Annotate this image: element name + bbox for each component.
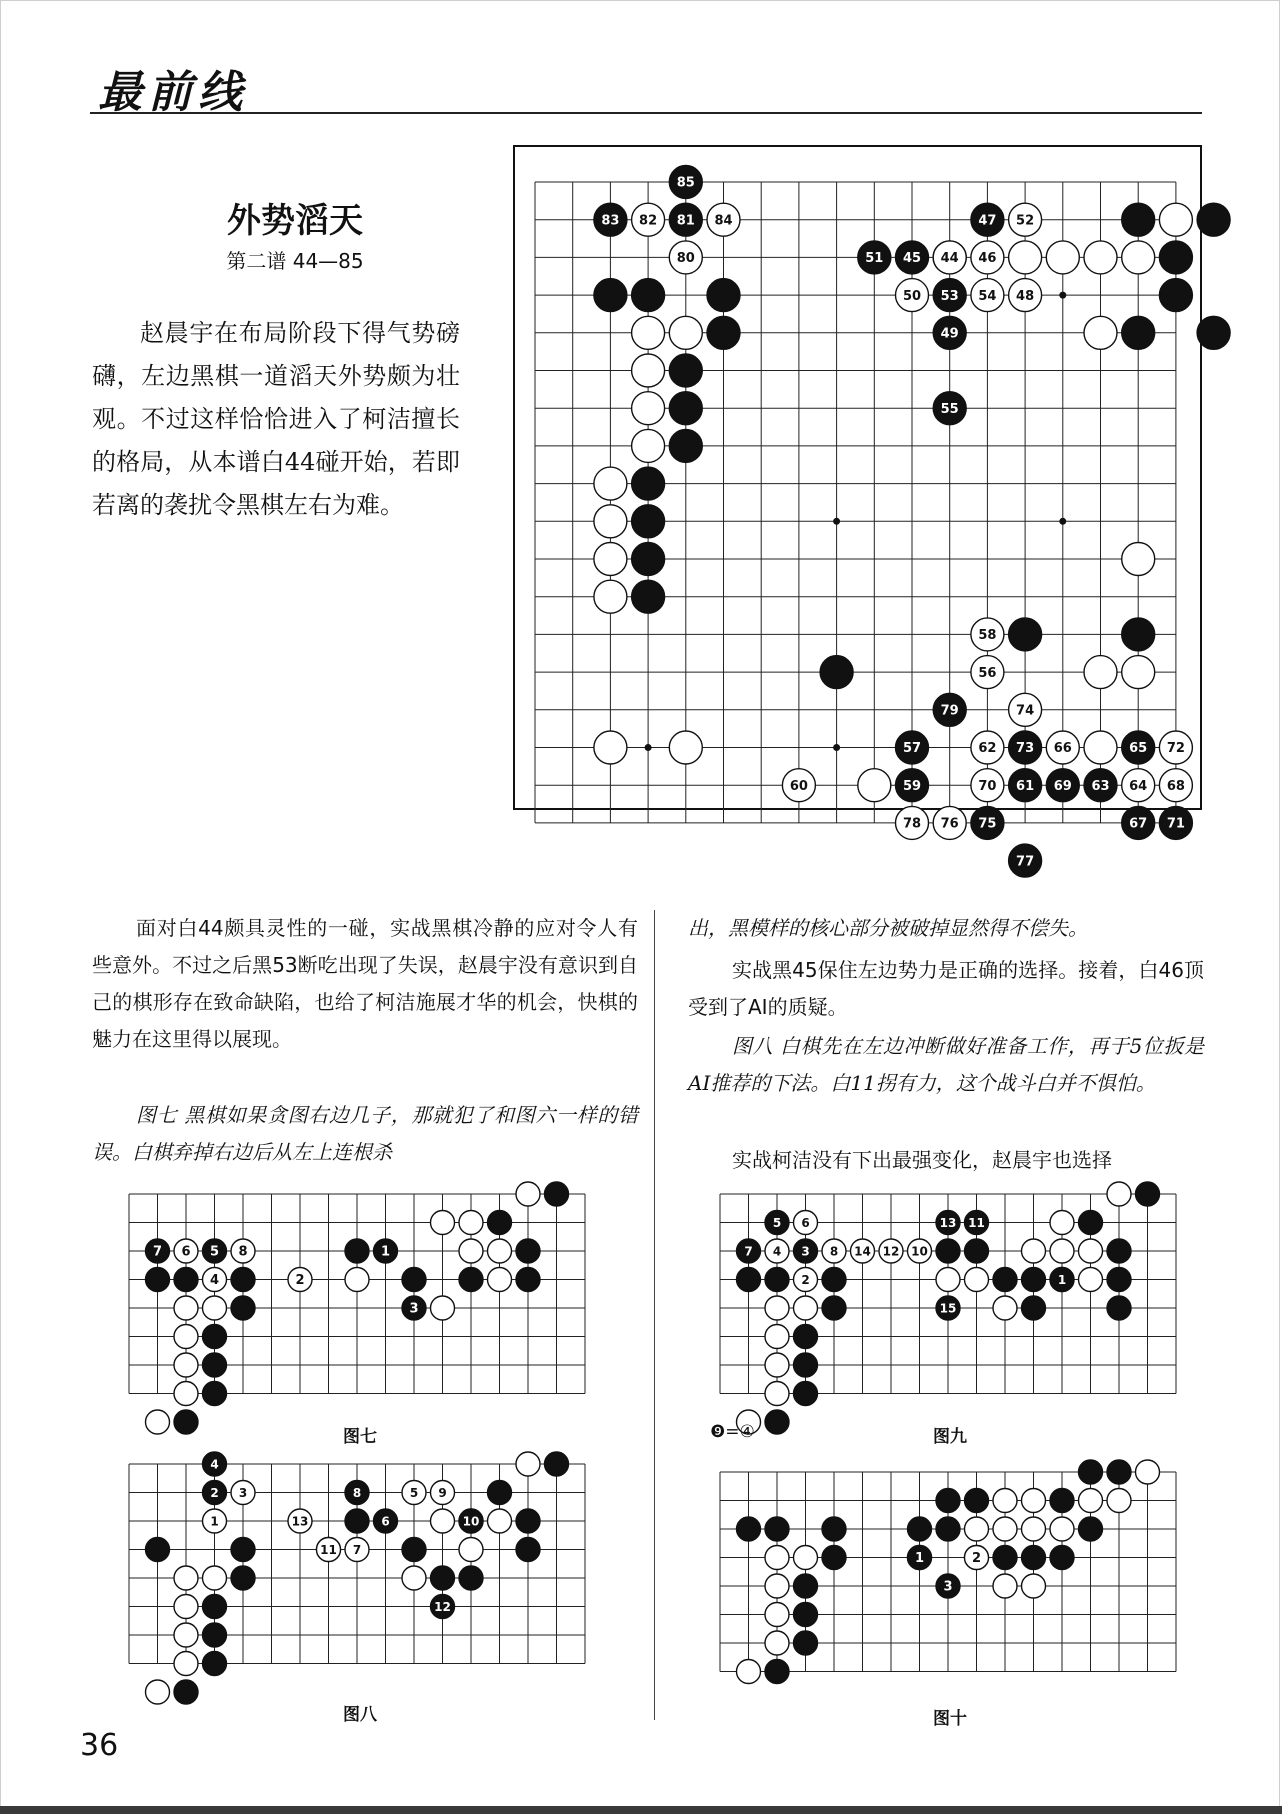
article-subtitle: 第二谱 44—85 xyxy=(226,249,364,273)
main-board-white-stone xyxy=(632,392,665,425)
figure-2-move-number: 2 xyxy=(801,1272,810,1287)
figure-4-white-stone xyxy=(765,1546,789,1570)
main-board-move-number: 70 xyxy=(978,778,997,794)
figure-10-svg xyxy=(709,1460,1205,1685)
figure-4-black-stone xyxy=(765,1517,789,1541)
figure-1-white-stone xyxy=(146,1410,170,1434)
figure-10-diagram xyxy=(709,1460,1205,1685)
main-board-move-number: 62 xyxy=(978,741,997,757)
figure-3-move-number: 11 xyxy=(320,1542,337,1557)
main-board-black-stone xyxy=(632,543,665,576)
main-board-black-stone xyxy=(632,505,665,538)
main-board-move-number: 47 xyxy=(978,213,997,229)
figure-2-black-stone xyxy=(1107,1239,1131,1263)
figure-10-caption: 图十 xyxy=(933,1709,967,1729)
figure-2-white-stone xyxy=(965,1268,989,1292)
figure-2-black-stone xyxy=(794,1325,818,1349)
figure-1-black-stone xyxy=(516,1239,540,1263)
figure-1-white-stone xyxy=(174,1382,198,1406)
figure-3-black-stone xyxy=(431,1566,455,1590)
figure-3-move-number: 4 xyxy=(210,1457,219,1472)
figure-4-black-stone xyxy=(765,1660,789,1684)
column-title: 最前线 xyxy=(98,67,248,118)
figure-1-white-stone xyxy=(345,1268,369,1292)
figure-3-move-number: 3 xyxy=(238,1485,248,1500)
left-para-1: 面对白44颇具灵性的一碰，实战黑棋冷静的应对令人有些意外。不过之后黑53断吃出现了失误，赵晨宇没有意识到自己的棋形存在致命缺陷，也给了柯洁施展才华的机会，快棋的魅力在这里得以展现。 xyxy=(92,916,638,1051)
main-board-black-stone xyxy=(632,580,665,613)
figure-2-move-number: 8 xyxy=(829,1244,839,1259)
main-board-white-stone xyxy=(1084,656,1117,689)
main-board-white-stone xyxy=(1009,241,1042,274)
main-board-white-stone xyxy=(1046,241,1079,274)
figure-3-black-stone xyxy=(203,1652,227,1676)
figure-7-diagram xyxy=(118,1182,614,1410)
main-board-white-stone xyxy=(632,354,665,387)
figure-4-white-stone xyxy=(1022,1517,1046,1541)
figure-2-black-stone xyxy=(993,1268,1017,1292)
figure-1-white-stone xyxy=(174,1325,198,1349)
figure-4-black-stone xyxy=(794,1603,818,1627)
main-board-white-stone xyxy=(1159,203,1192,236)
figure-1-white-stone xyxy=(174,1353,198,1377)
figure-2-white-stone xyxy=(765,1296,789,1320)
figure-4-black-stone xyxy=(1050,1546,1074,1570)
left-para-2: 图七 黑棋如果贪图右边几子，那就犯了和图六一样的错误。白棋弃掉右边后从左上连根杀 xyxy=(92,1103,638,1164)
figure-2-move-number: 11 xyxy=(968,1215,985,1230)
figure-4-white-stone xyxy=(1050,1517,1074,1541)
figure-3-white-stone xyxy=(488,1509,512,1533)
main-board-white-stone xyxy=(594,580,627,613)
main-board-black-stone xyxy=(707,316,740,349)
main-board-black-stone xyxy=(1122,316,1155,349)
figure-4-move-number: 1 xyxy=(914,1551,925,1567)
figure-1-move-number: 8 xyxy=(238,1244,248,1260)
main-board-svg xyxy=(515,147,1204,870)
right-para-4: 实战柯洁没有下出最强变化，赵晨宇也选择 xyxy=(732,1148,1112,1172)
figure-3-black-stone xyxy=(516,1509,540,1533)
figure-3-move-number: 2 xyxy=(210,1485,219,1500)
main-board-move-number: 69 xyxy=(1053,778,1072,794)
main-board-black-stone xyxy=(669,392,702,425)
main-board-black-stone xyxy=(594,279,627,312)
figure-4-white-stone xyxy=(965,1517,989,1541)
figure-2-move-number: 5 xyxy=(772,1215,782,1230)
main-board-move-number: 64 xyxy=(1129,778,1148,794)
figure-3-white-stone xyxy=(174,1623,198,1647)
column-divider xyxy=(654,910,655,1720)
right-para-2: 实战黑45保住左边势力是正确的选择。接着，白46顶受到了AI的质疑。 xyxy=(688,958,1204,1019)
figure-4-black-stone xyxy=(822,1546,846,1570)
figure-3-white-stone xyxy=(516,1452,540,1476)
figure-1-black-stone xyxy=(459,1268,483,1292)
figure-2-move-number: 15 xyxy=(939,1301,957,1316)
figure-1-black-stone xyxy=(203,1325,227,1349)
figure-2-white-stone xyxy=(1050,1211,1074,1235)
figure-3-move-number: 5 xyxy=(409,1485,419,1500)
figure-4-move-number: 2 xyxy=(971,1551,982,1567)
main-board-white-stone xyxy=(1122,543,1155,576)
main-board-move-number: 76 xyxy=(940,816,959,832)
figure-3-black-stone xyxy=(402,1538,426,1562)
main-board-star-point xyxy=(645,744,652,751)
main-board-star-point xyxy=(833,518,840,525)
main-board-move-number: 71 xyxy=(1166,816,1185,832)
figure-2-white-stone xyxy=(1050,1239,1074,1263)
main-board-star-point xyxy=(1059,518,1066,525)
figure-1-white-stone xyxy=(516,1182,540,1206)
figure-1-white-stone xyxy=(488,1239,512,1263)
figure-2-black-stone xyxy=(822,1296,846,1320)
figure-3-black-stone xyxy=(459,1566,483,1590)
figure-1-black-stone xyxy=(203,1382,227,1406)
figure-4-black-stone xyxy=(822,1517,846,1541)
figure-1-white-stone xyxy=(459,1239,483,1263)
main-board-move-number: 55 xyxy=(940,401,959,417)
figure-4-white-stone xyxy=(737,1660,761,1684)
figure-2-black-stone xyxy=(1136,1182,1160,1206)
figure-4-white-stone xyxy=(794,1546,818,1570)
figure-4-move-number: 3 xyxy=(943,1579,953,1595)
main-board-star-point xyxy=(1059,292,1066,299)
figure-2-black-stone xyxy=(794,1382,818,1406)
figure-1-move-number: 5 xyxy=(209,1244,220,1260)
figure-1-move-number: 1 xyxy=(380,1244,391,1260)
figure-2-move-number: 3 xyxy=(801,1244,810,1259)
figure-2-move-number: 4 xyxy=(772,1244,782,1259)
main-board-black-stone xyxy=(1122,618,1155,651)
figure-4-white-stone xyxy=(1022,1489,1046,1513)
figure-1-black-stone xyxy=(174,1410,198,1434)
figure-3-black-stone xyxy=(174,1680,198,1704)
figure-3-black-stone xyxy=(231,1566,255,1590)
figure-2-white-stone xyxy=(794,1296,818,1320)
figure-2-move-number: 13 xyxy=(939,1215,957,1230)
figure-2-black-stone xyxy=(965,1239,989,1263)
figure-4-white-stone xyxy=(1136,1460,1160,1484)
main-board-white-stone xyxy=(1084,731,1117,764)
figure-1-black-stone xyxy=(231,1296,255,1320)
figure-3-white-stone xyxy=(402,1566,426,1590)
main-board-black-stone xyxy=(632,279,665,312)
figure-2-white-stone xyxy=(936,1268,960,1292)
figure-1-black-stone xyxy=(146,1268,170,1292)
figure-2-white-stone xyxy=(993,1296,1017,1320)
figure-1-move-number: 2 xyxy=(295,1273,305,1289)
main-board-move-number: 44 xyxy=(940,251,959,267)
main-board-move-number: 48 xyxy=(1016,288,1035,304)
figure-2-move-number: 6 xyxy=(801,1215,810,1230)
figure-2-white-stone xyxy=(765,1382,789,1406)
main-board-move-number: 81 xyxy=(676,213,695,229)
figure-2-white-stone xyxy=(1079,1268,1103,1292)
figure-4-white-stone xyxy=(765,1574,789,1598)
right-para-3: 图八 白棋先在左边冲断做好准备工作，再于5位扳是AI推荐的下法。白11拐有力，这个战斗白并不惧怕。 xyxy=(688,1034,1204,1095)
figure-1-black-stone xyxy=(345,1239,369,1263)
figure-2-black-stone xyxy=(765,1268,789,1292)
figure-9-diagram xyxy=(709,1182,1205,1410)
main-board-move-number: 58 xyxy=(978,628,997,644)
figure-7-caption: 图七 xyxy=(343,1427,377,1447)
figure-4-black-stone xyxy=(1079,1460,1103,1484)
main-board-move-number: 72 xyxy=(1166,741,1185,757)
figure-4-white-stone xyxy=(993,1517,1017,1541)
header-rule xyxy=(90,112,1202,114)
main-go-board xyxy=(513,145,1202,870)
figure-4-black-stone xyxy=(1022,1546,1046,1570)
main-board-white-stone xyxy=(1084,316,1117,349)
main-board-move-number: 45 xyxy=(902,251,922,267)
figure-4-white-stone xyxy=(1079,1489,1103,1513)
figure-3-move-number: 13 xyxy=(291,1514,309,1529)
article-title: 外势滔天 xyxy=(227,201,363,241)
figure-2-white-stone xyxy=(765,1353,789,1377)
figure-1-white-stone xyxy=(488,1268,512,1292)
main-board-black-stone xyxy=(707,279,740,312)
figure-4-black-stone xyxy=(737,1517,761,1541)
main-board-white-stone xyxy=(632,429,665,462)
figure-3-move-number: 12 xyxy=(434,1599,451,1614)
figure-8-caption: 图八 xyxy=(343,1705,377,1725)
main-board-black-stone xyxy=(820,656,853,689)
figure-3-black-stone xyxy=(203,1595,227,1619)
main-board-move-number: 53 xyxy=(940,288,959,304)
main-board-black-stone xyxy=(1122,203,1155,236)
figure-3-black-stone xyxy=(545,1452,569,1476)
figure-3-white-stone xyxy=(459,1538,483,1562)
main-board-black-stone xyxy=(1009,618,1042,651)
figure-3-black-stone xyxy=(231,1538,255,1562)
main-board-black-stone xyxy=(1159,279,1192,312)
main-board-move-number: 80 xyxy=(676,251,695,267)
main-board-white-stone xyxy=(1122,656,1155,689)
figure-4-black-stone xyxy=(1050,1489,1074,1513)
figure-2-white-stone xyxy=(1022,1239,1046,1263)
main-board-black-stone xyxy=(1197,203,1230,236)
figure-1-white-stone xyxy=(431,1296,455,1320)
figure-2-black-stone xyxy=(765,1410,789,1434)
figure-2-white-stone xyxy=(1079,1239,1103,1263)
figure-8-diagram xyxy=(118,1452,614,1685)
main-board-black-stone xyxy=(1159,241,1192,274)
main-board-white-stone xyxy=(594,543,627,576)
main-board-move-number: 65 xyxy=(1129,741,1148,757)
main-board-star-point xyxy=(833,744,840,751)
figure-3-black-stone xyxy=(516,1538,540,1562)
main-board-move-number: 56 xyxy=(978,665,997,681)
figure-4-white-stone xyxy=(1107,1489,1131,1513)
main-board-move-number: 79 xyxy=(940,703,959,719)
figure-2-move-number: 7 xyxy=(744,1244,753,1259)
figure-1-black-stone xyxy=(488,1211,512,1235)
main-board-move-number: 52 xyxy=(1016,213,1035,229)
figure-2-black-stone xyxy=(1079,1211,1103,1235)
figure-4-black-stone xyxy=(965,1489,989,1513)
main-board-white-stone xyxy=(594,731,627,764)
main-board-white-stone xyxy=(858,769,891,802)
figure-3-move-number: 10 xyxy=(462,1514,480,1529)
figure-2-black-stone xyxy=(936,1239,960,1263)
figure-7-svg xyxy=(118,1182,614,1410)
figure-8-svg xyxy=(118,1452,614,1685)
figure-1-black-stone xyxy=(545,1182,569,1206)
figure-3-move-number: 1 xyxy=(210,1514,219,1529)
main-board-white-stone xyxy=(632,316,665,349)
main-board-move-number: 74 xyxy=(1016,703,1035,719)
main-board-move-number: 75 xyxy=(978,816,997,832)
figure-3-white-stone xyxy=(174,1566,198,1590)
figure-2-black-stone xyxy=(1022,1296,1046,1320)
figure-1-move-number: 6 xyxy=(181,1244,191,1260)
figure-3-move-number: 7 xyxy=(352,1542,362,1557)
figure-3-black-stone xyxy=(488,1481,512,1505)
figure-3-move-number: 8 xyxy=(352,1485,362,1500)
main-board-move-number: 84 xyxy=(714,213,733,229)
figure-3-white-stone xyxy=(203,1566,227,1590)
main-board-move-number: 61 xyxy=(1016,778,1035,794)
main-board-black-stone xyxy=(1197,316,1230,349)
figure-1-white-stone xyxy=(431,1211,455,1235)
main-board-move-number: 60 xyxy=(789,778,808,794)
figure-3-black-stone xyxy=(345,1509,369,1533)
figure-2-black-stone xyxy=(1022,1268,1046,1292)
figure-2-move-number: 1 xyxy=(1057,1272,1067,1287)
main-board-move-number: 73 xyxy=(1016,741,1035,757)
main-board-move-number: 77 xyxy=(1016,854,1035,870)
figure-1-black-stone xyxy=(203,1353,227,1377)
figure-3-move-number: 9 xyxy=(438,1485,447,1500)
figure-3-white-stone xyxy=(146,1680,170,1704)
figure-3-move-number: 6 xyxy=(381,1514,390,1529)
figure-2-black-stone xyxy=(794,1353,818,1377)
main-board-move-number: 83 xyxy=(601,213,620,229)
figure-4-black-stone xyxy=(936,1517,960,1541)
figure-4-black-stone xyxy=(908,1517,932,1541)
figure-4-white-stone xyxy=(993,1489,1017,1513)
main-board-black-stone xyxy=(632,467,665,500)
main-board-white-stone xyxy=(594,505,627,538)
figure-4-black-stone xyxy=(1107,1460,1131,1484)
main-board-move-number: 67 xyxy=(1129,816,1148,832)
figure-2-white-stone xyxy=(765,1325,789,1349)
figure-2-white-stone xyxy=(1107,1182,1131,1206)
main-board-move-number: 54 xyxy=(978,288,997,304)
main-board-move-number: 59 xyxy=(902,778,922,794)
main-board-white-stone xyxy=(669,316,702,349)
figure-3-white-stone xyxy=(431,1509,455,1533)
figure-1-white-stone xyxy=(459,1211,483,1235)
figure-4-white-stone xyxy=(993,1574,1017,1598)
page-number: 36 xyxy=(80,1728,119,1763)
figure-1-black-stone xyxy=(231,1268,255,1292)
figure-2-move-number: 12 xyxy=(882,1244,900,1259)
figure-4-black-stone xyxy=(1079,1517,1103,1541)
main-board-move-number: 46 xyxy=(978,251,997,267)
figure-3-black-stone xyxy=(203,1623,227,1647)
figure-1-move-number: 7 xyxy=(152,1244,163,1260)
main-board-move-number: 57 xyxy=(902,741,922,757)
figure-1-black-stone xyxy=(516,1268,540,1292)
main-board-white-stone xyxy=(594,467,627,500)
main-board-move-number: 82 xyxy=(639,213,658,229)
figure-3-white-stone xyxy=(174,1595,198,1619)
figure-2-black-stone xyxy=(1107,1268,1131,1292)
main-board-move-number: 66 xyxy=(1053,741,1072,757)
figure-3-white-stone xyxy=(174,1652,198,1676)
figure-3-black-stone xyxy=(146,1538,170,1562)
main-board-move-number: 49 xyxy=(940,326,959,342)
figure-2-black-stone xyxy=(822,1268,846,1292)
figure-9-caption: 图九 xyxy=(933,1427,967,1447)
main-board-move-number: 85 xyxy=(676,175,695,191)
figure-2-black-stone xyxy=(1107,1296,1131,1320)
figure-1-white-stone xyxy=(203,1296,227,1320)
figure-4-white-stone xyxy=(765,1603,789,1627)
figure-4-black-stone xyxy=(936,1489,960,1513)
figure-4-white-stone xyxy=(765,1631,789,1655)
figure-2-black-stone xyxy=(737,1268,761,1292)
main-board-white-stone xyxy=(669,731,702,764)
main-board-move-number: 50 xyxy=(902,288,922,304)
figure-1-white-stone xyxy=(174,1296,198,1320)
main-board-move-number: 63 xyxy=(1091,778,1110,794)
intro-paragraph: 赵晨宇在布局阶段下得气势磅礴，左边黑棋一道滔天外势颇为壮观。不过这样恰恰进入了柯洁擅长的格局，从本谱白44碰开始，若即若离的袭扰令黑棋左右为难。 xyxy=(92,319,460,519)
figure-2-move-number: 10 xyxy=(911,1244,928,1259)
figure-1-black-stone xyxy=(402,1268,426,1292)
right-para-1: 出，黑模样的核心部分被破掉显然得不偿失。 xyxy=(688,916,1088,940)
main-board-move-number: 68 xyxy=(1166,778,1185,794)
figure-4-black-stone xyxy=(794,1631,818,1655)
figure-1-move-number: 3 xyxy=(409,1301,419,1317)
figure-1-black-stone xyxy=(174,1268,198,1292)
main-board-white-stone xyxy=(1122,241,1155,274)
figure-9-svg xyxy=(709,1182,1205,1410)
main-board-black-stone xyxy=(669,429,702,462)
figure-1-move-number: 4 xyxy=(209,1273,220,1289)
main-board-move-number: 51 xyxy=(865,251,884,267)
bottom-bar xyxy=(0,1806,1282,1814)
main-board-black-stone xyxy=(669,354,702,387)
figure-2-move-number: 14 xyxy=(854,1244,871,1259)
main-board-white-stone xyxy=(1084,241,1117,274)
figure-9-note: ❾=④ xyxy=(710,1422,755,1442)
figure-4-black-stone xyxy=(993,1546,1017,1570)
figure-4-white-stone xyxy=(1022,1574,1046,1598)
main-board-move-number: 78 xyxy=(902,816,922,832)
figure-4-black-stone xyxy=(794,1574,818,1598)
